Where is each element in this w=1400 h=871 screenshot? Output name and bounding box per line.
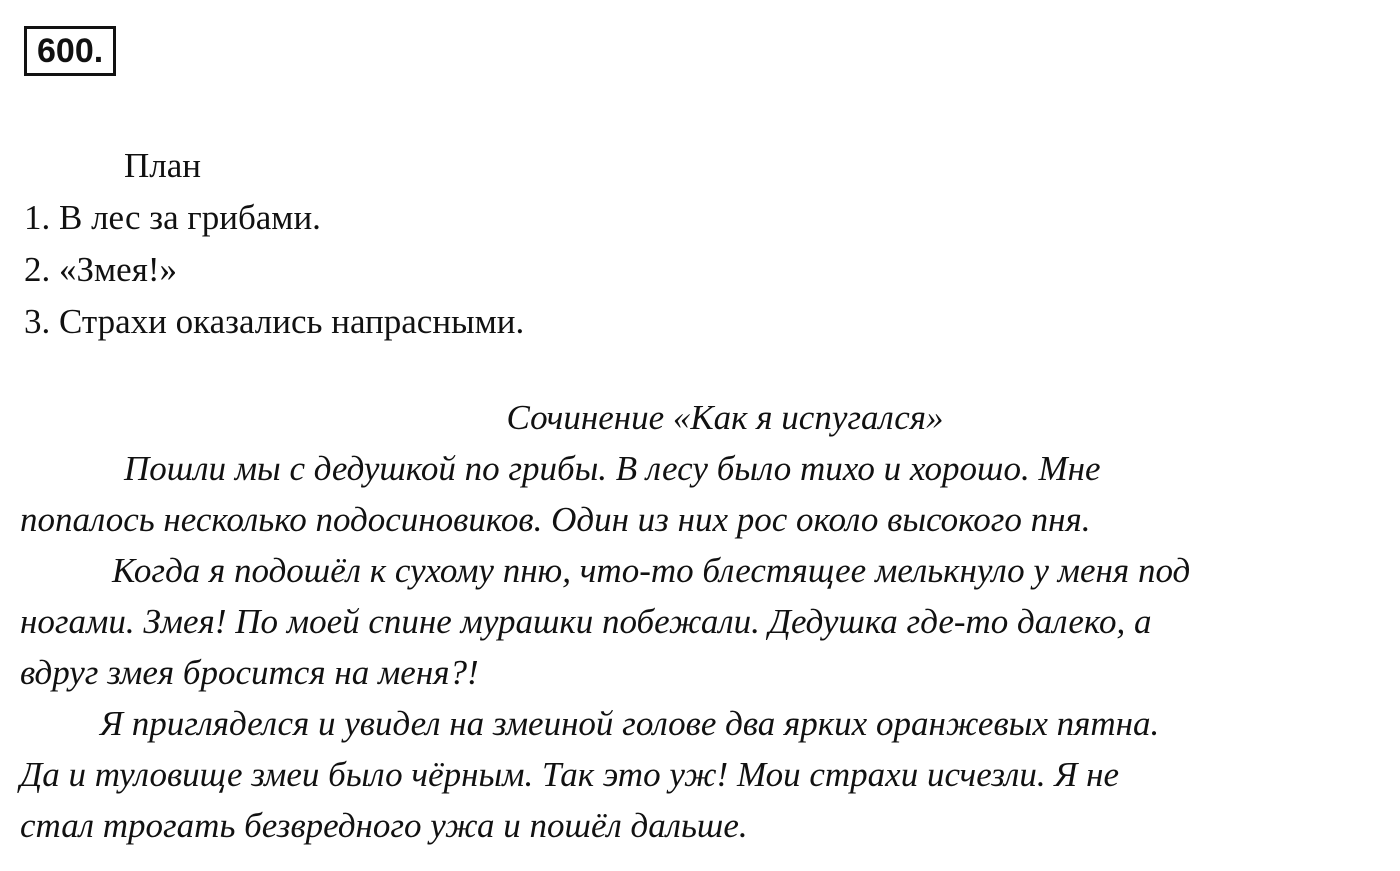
essay-line: стал трогать безвредного ужа и пошёл дальше. [20,806,748,845]
plan-item: 3. Страхи оказались напрасными. [24,302,525,341]
essay-section [20,392,1390,851]
plan-title: План [124,146,202,185]
essay-line: ногами. Змея! По моей спине мурашки побежали. Дедушка где-то далеко, а [20,602,1152,641]
essay-line: вдруг змея бросится на меня?! [20,653,479,692]
essay-line: Пошли мы с дедушкой по грибы. В лесу было тихо и хорошо. Мне [124,449,1101,488]
essay-line: Я пригляделся и увидел на змеиной голове два ярких оранжевых пятна. [100,704,1160,743]
plan-section [24,140,524,348]
essay-line: Когда я подошёл к сухому пню, что-то блестящее мелькнуло у меня под [112,551,1191,590]
exercise-number: 600. [24,26,116,76]
essay-line: Да и туловище змеи было чёрным. Так это уж! Мои страхи исчезли. Я не [20,755,1119,794]
essay-title: Сочинение «Как я испугался» [506,398,944,437]
essay-line: попалось несколько подосиновиков. Один из них рос около высокого пня. [20,500,1091,539]
plan-item: 2. «Змея!» [24,250,177,289]
plan-item: 1. В лес за грибами. [24,198,321,237]
